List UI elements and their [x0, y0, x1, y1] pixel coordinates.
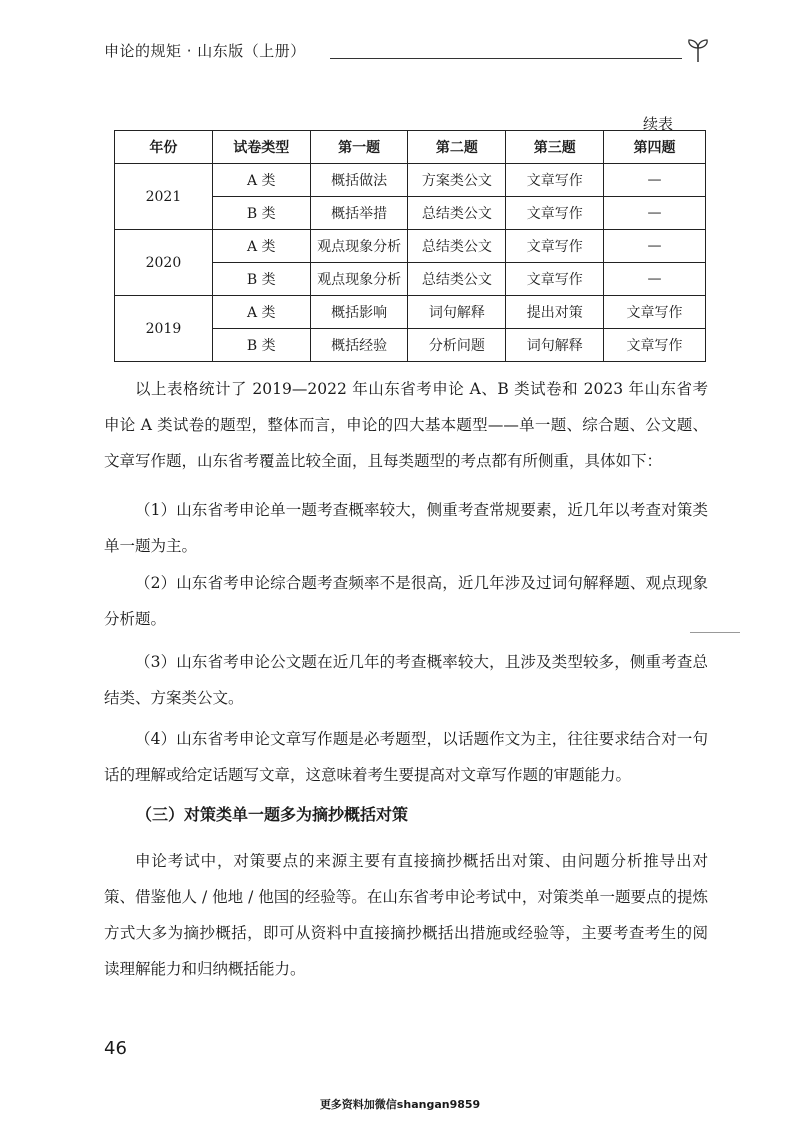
table-row	[115, 296, 706, 329]
section-heading: （三）对策类单一题多为摘抄概括对策	[136, 805, 409, 824]
year-cell: 2020	[115, 230, 213, 296]
table-cell: 概括做法	[310, 164, 408, 197]
table-cell: A 类	[212, 296, 310, 329]
table-cell: 词句解释	[408, 296, 506, 329]
table-cell: 总结类公文	[408, 263, 506, 296]
table-cell: B 类	[212, 329, 310, 362]
table-cell: 总结类公文	[408, 197, 506, 230]
table-cell: 文章写作	[604, 329, 706, 362]
table-row	[115, 164, 706, 197]
table-cell: 文章写作	[506, 263, 604, 296]
exam-question-type-table	[114, 130, 706, 362]
table-cell: 文章写作	[506, 164, 604, 197]
point-paragraph-4: （4）山东省考申论文章写作题是必考题型，以话题作文为主，往往要求结合对一句话的理解或给定话题写文章，这意味着考生要提高对文章写作题的审题能力。	[104, 730, 708, 784]
section-paragraph: 申论考试中，对策要点的来源主要有直接摘抄概括出对策、由问题分析推导出对策、借鉴他人 / 他地 / 他国的经验等。在山东省考申论考试中，对策类单一题要点的提炼方式大多为摘抄概括，即可从资料中直接摘抄概括出措施或经验等，主要考查考生的阅读理解能力和归纳概括能力。	[104, 852, 708, 978]
point-paragraph-3: （3）山东省考申论公文题在近几年的考查概率较大，且涉及类型较多，侧重考查总结类、方案类公文。	[104, 653, 708, 707]
table-cell: 总结类公文	[408, 230, 506, 263]
header-rule	[330, 58, 682, 59]
table-cell: —	[604, 230, 706, 263]
table-cell: A 类	[212, 164, 310, 197]
column-header: 试卷类型	[212, 131, 310, 164]
table-cell: 概括经验	[310, 329, 408, 362]
column-header: 第三题	[506, 131, 604, 164]
intro-paragraph: 以上表格统计了 2019—2022 年山东省考申论 A、B 类试卷和 2023 年山东省考申论 A 类试卷的题型，整体而言，申论的四大基本题型——单一题、综合题、公文题、文章写作题，山东省考覆盖比较全面，且每类题型的考点都有所侧重，具体如下：	[104, 380, 708, 470]
year-cell: 2021	[115, 164, 213, 230]
table-cell: 概括举措	[310, 197, 408, 230]
table-cell: 观点现象分析	[310, 230, 408, 263]
table-cell: 文章写作	[604, 296, 706, 329]
table-cell: 观点现象分析	[310, 263, 408, 296]
margin-rule	[690, 632, 740, 633]
year-cell: 2019	[115, 296, 213, 362]
table-cell: 文章写作	[506, 197, 604, 230]
page-number: 46	[104, 1038, 127, 1059]
table-cell: —	[604, 164, 706, 197]
table-header-row	[115, 131, 706, 164]
table-cell: B 类	[212, 197, 310, 230]
column-header: 年份	[115, 131, 213, 164]
footer-note: 更多资料加微信shangan9859	[319, 1098, 481, 1111]
table-continued-label: 续表	[643, 115, 674, 133]
sprout-icon	[684, 36, 712, 64]
table-cell: —	[604, 263, 706, 296]
table-cell: A 类	[212, 230, 310, 263]
table-cell: —	[604, 197, 706, 230]
table-cell: 方案类公文	[408, 164, 506, 197]
running-header: 申论的规矩 · 山东版（上册）	[104, 42, 306, 60]
table-cell: 提出对策	[506, 296, 604, 329]
table-cell: 分析问题	[408, 329, 506, 362]
point-paragraph-2: （2）山东省考申论综合题考查频率不是很高，近几年涉及过词句解释题、观点现象分析题。	[104, 574, 708, 628]
table-cell: B 类	[212, 263, 310, 296]
table-row	[115, 230, 706, 263]
table-cell: 文章写作	[506, 230, 604, 263]
point-paragraph-1: （1）山东省考申论单一题考查概率较大，侧重考查常规要素，近几年以考查对策类单一题为主。	[104, 501, 708, 555]
column-header: 第四题	[604, 131, 706, 164]
column-header: 第二题	[408, 131, 506, 164]
table-cell: 概括影响	[310, 296, 408, 329]
column-header: 第一题	[310, 131, 408, 164]
table-cell: 词句解释	[506, 329, 604, 362]
